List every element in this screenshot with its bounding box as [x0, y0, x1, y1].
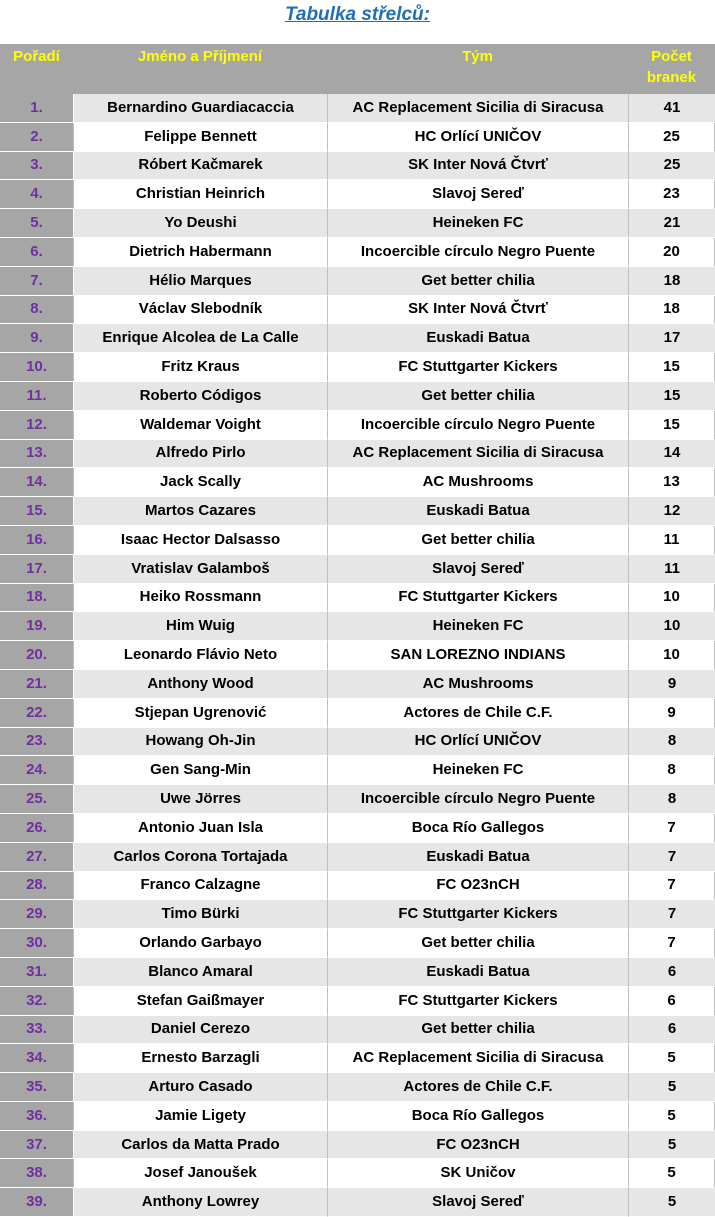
- player-name-cell: Arturo Casado: [73, 1073, 327, 1102]
- table-row: [0, 785, 715, 814]
- rank-cell: 20.: [0, 641, 73, 670]
- player-name-cell: Christian Heinrich: [73, 180, 327, 209]
- rank-cell: 21.: [0, 670, 73, 699]
- table-row: [0, 440, 715, 469]
- rank-cell: 11.: [0, 382, 73, 411]
- table-row: [0, 1073, 715, 1102]
- team-cell: Slavoj Sereď: [327, 180, 628, 209]
- goals-cell: 10: [628, 641, 715, 670]
- goals-cell: 25: [628, 123, 715, 152]
- rank-cell: 15.: [0, 497, 73, 526]
- table-row: [0, 1102, 715, 1131]
- goals-cell: 12: [628, 497, 715, 526]
- header-goals-line2: branek: [646, 69, 697, 86]
- table-row: [0, 123, 715, 152]
- table-row: [0, 699, 715, 728]
- team-cell: Get better chilia: [327, 1016, 628, 1045]
- player-name-cell: Franco Calzagne: [73, 872, 327, 901]
- player-name-cell: Gen Sang-Min: [73, 756, 327, 785]
- team-cell: Incoercible círculo Negro Puente: [327, 411, 628, 440]
- player-name-cell: Róbert Kačmarek: [73, 152, 327, 181]
- team-cell: SAN LOREZNO INDIANS: [327, 641, 628, 670]
- rank-cell: 33.: [0, 1016, 73, 1045]
- table-row: [0, 1016, 715, 1045]
- rank-cell: 25.: [0, 785, 73, 814]
- rank-cell: 3.: [0, 152, 73, 181]
- table-row: [0, 382, 715, 411]
- table-row: [0, 180, 715, 209]
- goals-cell: 7: [628, 843, 715, 872]
- team-cell: FC Stuttgarter Kickers: [327, 900, 628, 929]
- rank-cell: 2.: [0, 123, 73, 152]
- team-cell: Euskadi Batua: [327, 497, 628, 526]
- goals-cell: 7: [628, 814, 715, 843]
- header-rank: Pořadí: [0, 44, 73, 94]
- table-row: [0, 468, 715, 497]
- player-name-cell: Václav Slebodník: [73, 296, 327, 325]
- team-cell: Boca Río Gallegos: [327, 814, 628, 843]
- table-row: [0, 843, 715, 872]
- rank-cell: 34.: [0, 1044, 73, 1073]
- rank-cell: 32.: [0, 987, 73, 1016]
- rank-cell: 19.: [0, 612, 73, 641]
- goals-cell: 25: [628, 152, 715, 181]
- team-cell: HC Orlící UNIČOV: [327, 123, 628, 152]
- player-name-cell: Daniel Cerezo: [73, 1016, 327, 1045]
- team-cell: Get better chilia: [327, 267, 628, 296]
- team-cell: Heineken FC: [327, 756, 628, 785]
- goals-cell: 8: [628, 756, 715, 785]
- table-row: [0, 641, 715, 670]
- rank-cell: 24.: [0, 756, 73, 785]
- player-name-cell: Waldemar Voight: [73, 411, 327, 440]
- rank-cell: 8.: [0, 296, 73, 325]
- goals-cell: 18: [628, 267, 715, 296]
- player-name-cell: Hélio Marques: [73, 267, 327, 296]
- rank-cell: 17.: [0, 555, 73, 584]
- table-row: [0, 612, 715, 641]
- rank-cell: 4.: [0, 180, 73, 209]
- table-row: [0, 1131, 715, 1160]
- table-row: [0, 324, 715, 353]
- table-row: [0, 353, 715, 382]
- team-cell: Euskadi Batua: [327, 958, 628, 987]
- rank-cell: 7.: [0, 267, 73, 296]
- goals-cell: 15: [628, 382, 715, 411]
- team-cell: Incoercible círculo Negro Puente: [327, 238, 628, 267]
- goals-cell: 21: [628, 209, 715, 238]
- goals-cell: 15: [628, 353, 715, 382]
- player-name-cell: Antonio Juan Isla: [73, 814, 327, 843]
- rank-cell: 28.: [0, 872, 73, 901]
- rank-cell: 12.: [0, 411, 73, 440]
- team-cell: Euskadi Batua: [327, 324, 628, 353]
- team-cell: Heineken FC: [327, 209, 628, 238]
- goals-cell: 23: [628, 180, 715, 209]
- rank-cell: 26.: [0, 814, 73, 843]
- rank-cell: 9.: [0, 324, 73, 353]
- rank-cell: 36.: [0, 1102, 73, 1131]
- team-cell: SK Inter Nová Čtvrť: [327, 296, 628, 325]
- goals-cell: 10: [628, 584, 715, 613]
- table-row: [0, 497, 715, 526]
- rank-cell: 5.: [0, 209, 73, 238]
- goals-cell: 41: [628, 94, 715, 123]
- team-cell: Slavoj Sereď: [327, 1188, 628, 1217]
- rank-cell: 30.: [0, 929, 73, 958]
- rank-cell: 38.: [0, 1159, 73, 1188]
- header-team: Tým: [327, 44, 628, 94]
- rank-cell: 37.: [0, 1131, 73, 1160]
- goals-cell: 7: [628, 929, 715, 958]
- goals-cell: 10: [628, 612, 715, 641]
- table-row: [0, 584, 715, 613]
- goals-cell: 5: [628, 1159, 715, 1188]
- goals-cell: 6: [628, 987, 715, 1016]
- goals-cell: 6: [628, 1016, 715, 1045]
- player-name-cell: Carlos da Matta Prado: [73, 1131, 327, 1160]
- player-name-cell: Orlando Garbayo: [73, 929, 327, 958]
- goals-cell: 11: [628, 526, 715, 555]
- player-name-cell: Timo Bürki: [73, 900, 327, 929]
- player-name-cell: Anthony Lowrey: [73, 1188, 327, 1217]
- player-name-cell: Uwe Jörres: [73, 785, 327, 814]
- team-cell: AC Replacement Sicilia di Siracusa: [327, 1044, 628, 1073]
- goals-cell: 8: [628, 728, 715, 757]
- player-name-cell: Carlos Corona Tortajada: [73, 843, 327, 872]
- table-row: [0, 1044, 715, 1073]
- goals-cell: 7: [628, 900, 715, 929]
- table-row: [0, 296, 715, 325]
- header-name: Jméno a Příjmení: [73, 44, 327, 94]
- team-cell: SK Uničov: [327, 1159, 628, 1188]
- rank-cell: 13.: [0, 440, 73, 469]
- table-row: [0, 555, 715, 584]
- team-cell: Euskadi Batua: [327, 843, 628, 872]
- team-cell: FC Stuttgarter Kickers: [327, 987, 628, 1016]
- table-row: [0, 958, 715, 987]
- team-cell: FC O23nCH: [327, 872, 628, 901]
- goals-cell: 15: [628, 411, 715, 440]
- team-cell: Actores de Chile C.F.: [327, 699, 628, 728]
- rank-cell: 22.: [0, 699, 73, 728]
- table-row: [0, 267, 715, 296]
- goals-cell: 5: [628, 1188, 715, 1217]
- team-cell: AC Mushrooms: [327, 670, 628, 699]
- team-cell: Slavoj Sereď: [327, 555, 628, 584]
- header-goals: [628, 44, 715, 94]
- player-name-cell: Enrique Alcolea de La Calle: [73, 324, 327, 353]
- player-name-cell: Stefan Gaißmayer: [73, 987, 327, 1016]
- team-cell: Boca Río Gallegos: [327, 1102, 628, 1131]
- header-row: [0, 44, 715, 94]
- rank-cell: 14.: [0, 468, 73, 497]
- player-name-cell: Fritz Kraus: [73, 353, 327, 382]
- team-cell: Incoercible círculo Negro Puente: [327, 785, 628, 814]
- player-name-cell: Martos Cazares: [73, 497, 327, 526]
- player-name-cell: Jack Scally: [73, 468, 327, 497]
- table-row: [0, 1159, 715, 1188]
- player-name-cell: Stjepan Ugrenović: [73, 699, 327, 728]
- player-name-cell: Anthony Wood: [73, 670, 327, 699]
- table-row: [0, 1188, 715, 1217]
- team-cell: FC O23nCH: [327, 1131, 628, 1160]
- scorers-table: [0, 44, 715, 1217]
- table-row: [0, 94, 715, 123]
- player-name-cell: Leonardo Flávio Neto: [73, 641, 327, 670]
- player-name-cell: Bernardino Guardiacaccia: [73, 94, 327, 123]
- goals-cell: 13: [628, 468, 715, 497]
- player-name-cell: Roberto Códigos: [73, 382, 327, 411]
- goals-cell: 5: [628, 1131, 715, 1160]
- table-row: [0, 929, 715, 958]
- table-row: [0, 670, 715, 699]
- rank-cell: 10.: [0, 353, 73, 382]
- table-row: [0, 728, 715, 757]
- team-cell: Heineken FC: [327, 612, 628, 641]
- goals-cell: 20: [628, 238, 715, 267]
- team-cell: AC Replacement Sicilia di Siracusa: [327, 440, 628, 469]
- player-name-cell: Isaac Hector Dalsasso: [73, 526, 327, 555]
- player-name-cell: Alfredo Pirlo: [73, 440, 327, 469]
- goals-cell: 6: [628, 958, 715, 987]
- table-row: [0, 900, 715, 929]
- team-cell: FC Stuttgarter Kickers: [327, 584, 628, 613]
- player-name-cell: Him Wuig: [73, 612, 327, 641]
- rank-cell: 16.: [0, 526, 73, 555]
- goals-cell: 11: [628, 555, 715, 584]
- table-row: [0, 411, 715, 440]
- team-cell: AC Mushrooms: [327, 468, 628, 497]
- goals-cell: 5: [628, 1073, 715, 1102]
- player-name-cell: Howang Oh-Jin: [73, 728, 327, 757]
- table-row: [0, 526, 715, 555]
- page-title: Tabulka střelců:: [284, 4, 430, 25]
- rank-cell: 18.: [0, 584, 73, 613]
- table-row: [0, 238, 715, 267]
- team-cell: HC Orlící UNIČOV: [327, 728, 628, 757]
- table-row: [0, 814, 715, 843]
- header-goals-line1: Počet: [651, 48, 692, 65]
- player-name-cell: Yo Deushi: [73, 209, 327, 238]
- team-cell: Actores de Chile C.F.: [327, 1073, 628, 1102]
- player-name-cell: Ernesto Barzagli: [73, 1044, 327, 1073]
- rank-cell: 27.: [0, 843, 73, 872]
- player-name-cell: Heiko Rossmann: [73, 584, 327, 613]
- goals-cell: 5: [628, 1102, 715, 1131]
- rank-cell: 39.: [0, 1188, 73, 1217]
- team-cell: Get better chilia: [327, 526, 628, 555]
- team-cell: Get better chilia: [327, 929, 628, 958]
- goals-cell: 7: [628, 872, 715, 901]
- player-name-cell: Dietrich Habermann: [73, 238, 327, 267]
- player-name-cell: Vratislav Galamboš: [73, 555, 327, 584]
- goals-cell: 9: [628, 699, 715, 728]
- team-cell: AC Replacement Sicilia di Siracusa: [327, 94, 628, 123]
- player-name-cell: Blanco Amaral: [73, 958, 327, 987]
- team-cell: Get better chilia: [327, 382, 628, 411]
- player-name-cell: Jamie Ligety: [73, 1102, 327, 1131]
- rank-cell: 1.: [0, 94, 73, 123]
- goals-cell: 8: [628, 785, 715, 814]
- table-row: [0, 152, 715, 181]
- rank-cell: 29.: [0, 900, 73, 929]
- goals-cell: 17: [628, 324, 715, 353]
- table-header: [0, 44, 715, 94]
- goals-cell: 14: [628, 440, 715, 469]
- team-cell: FC Stuttgarter Kickers: [327, 353, 628, 382]
- rank-cell: 23.: [0, 728, 73, 757]
- goals-cell: 18: [628, 296, 715, 325]
- team-cell: SK Inter Nová Čtvrť: [327, 152, 628, 181]
- player-name-cell: Josef Janoušek: [73, 1159, 327, 1188]
- table-body: [0, 94, 715, 1217]
- table-row: [0, 756, 715, 785]
- goals-cell: 9: [628, 670, 715, 699]
- player-name-cell: Felippe Bennett: [73, 123, 327, 152]
- table-row: [0, 987, 715, 1016]
- title-area: [0, 0, 715, 44]
- table-row: [0, 872, 715, 901]
- table-row: [0, 209, 715, 238]
- rank-cell: 31.: [0, 958, 73, 987]
- goals-cell: 5: [628, 1044, 715, 1073]
- rank-cell: 6.: [0, 238, 73, 267]
- rank-cell: 35.: [0, 1073, 73, 1102]
